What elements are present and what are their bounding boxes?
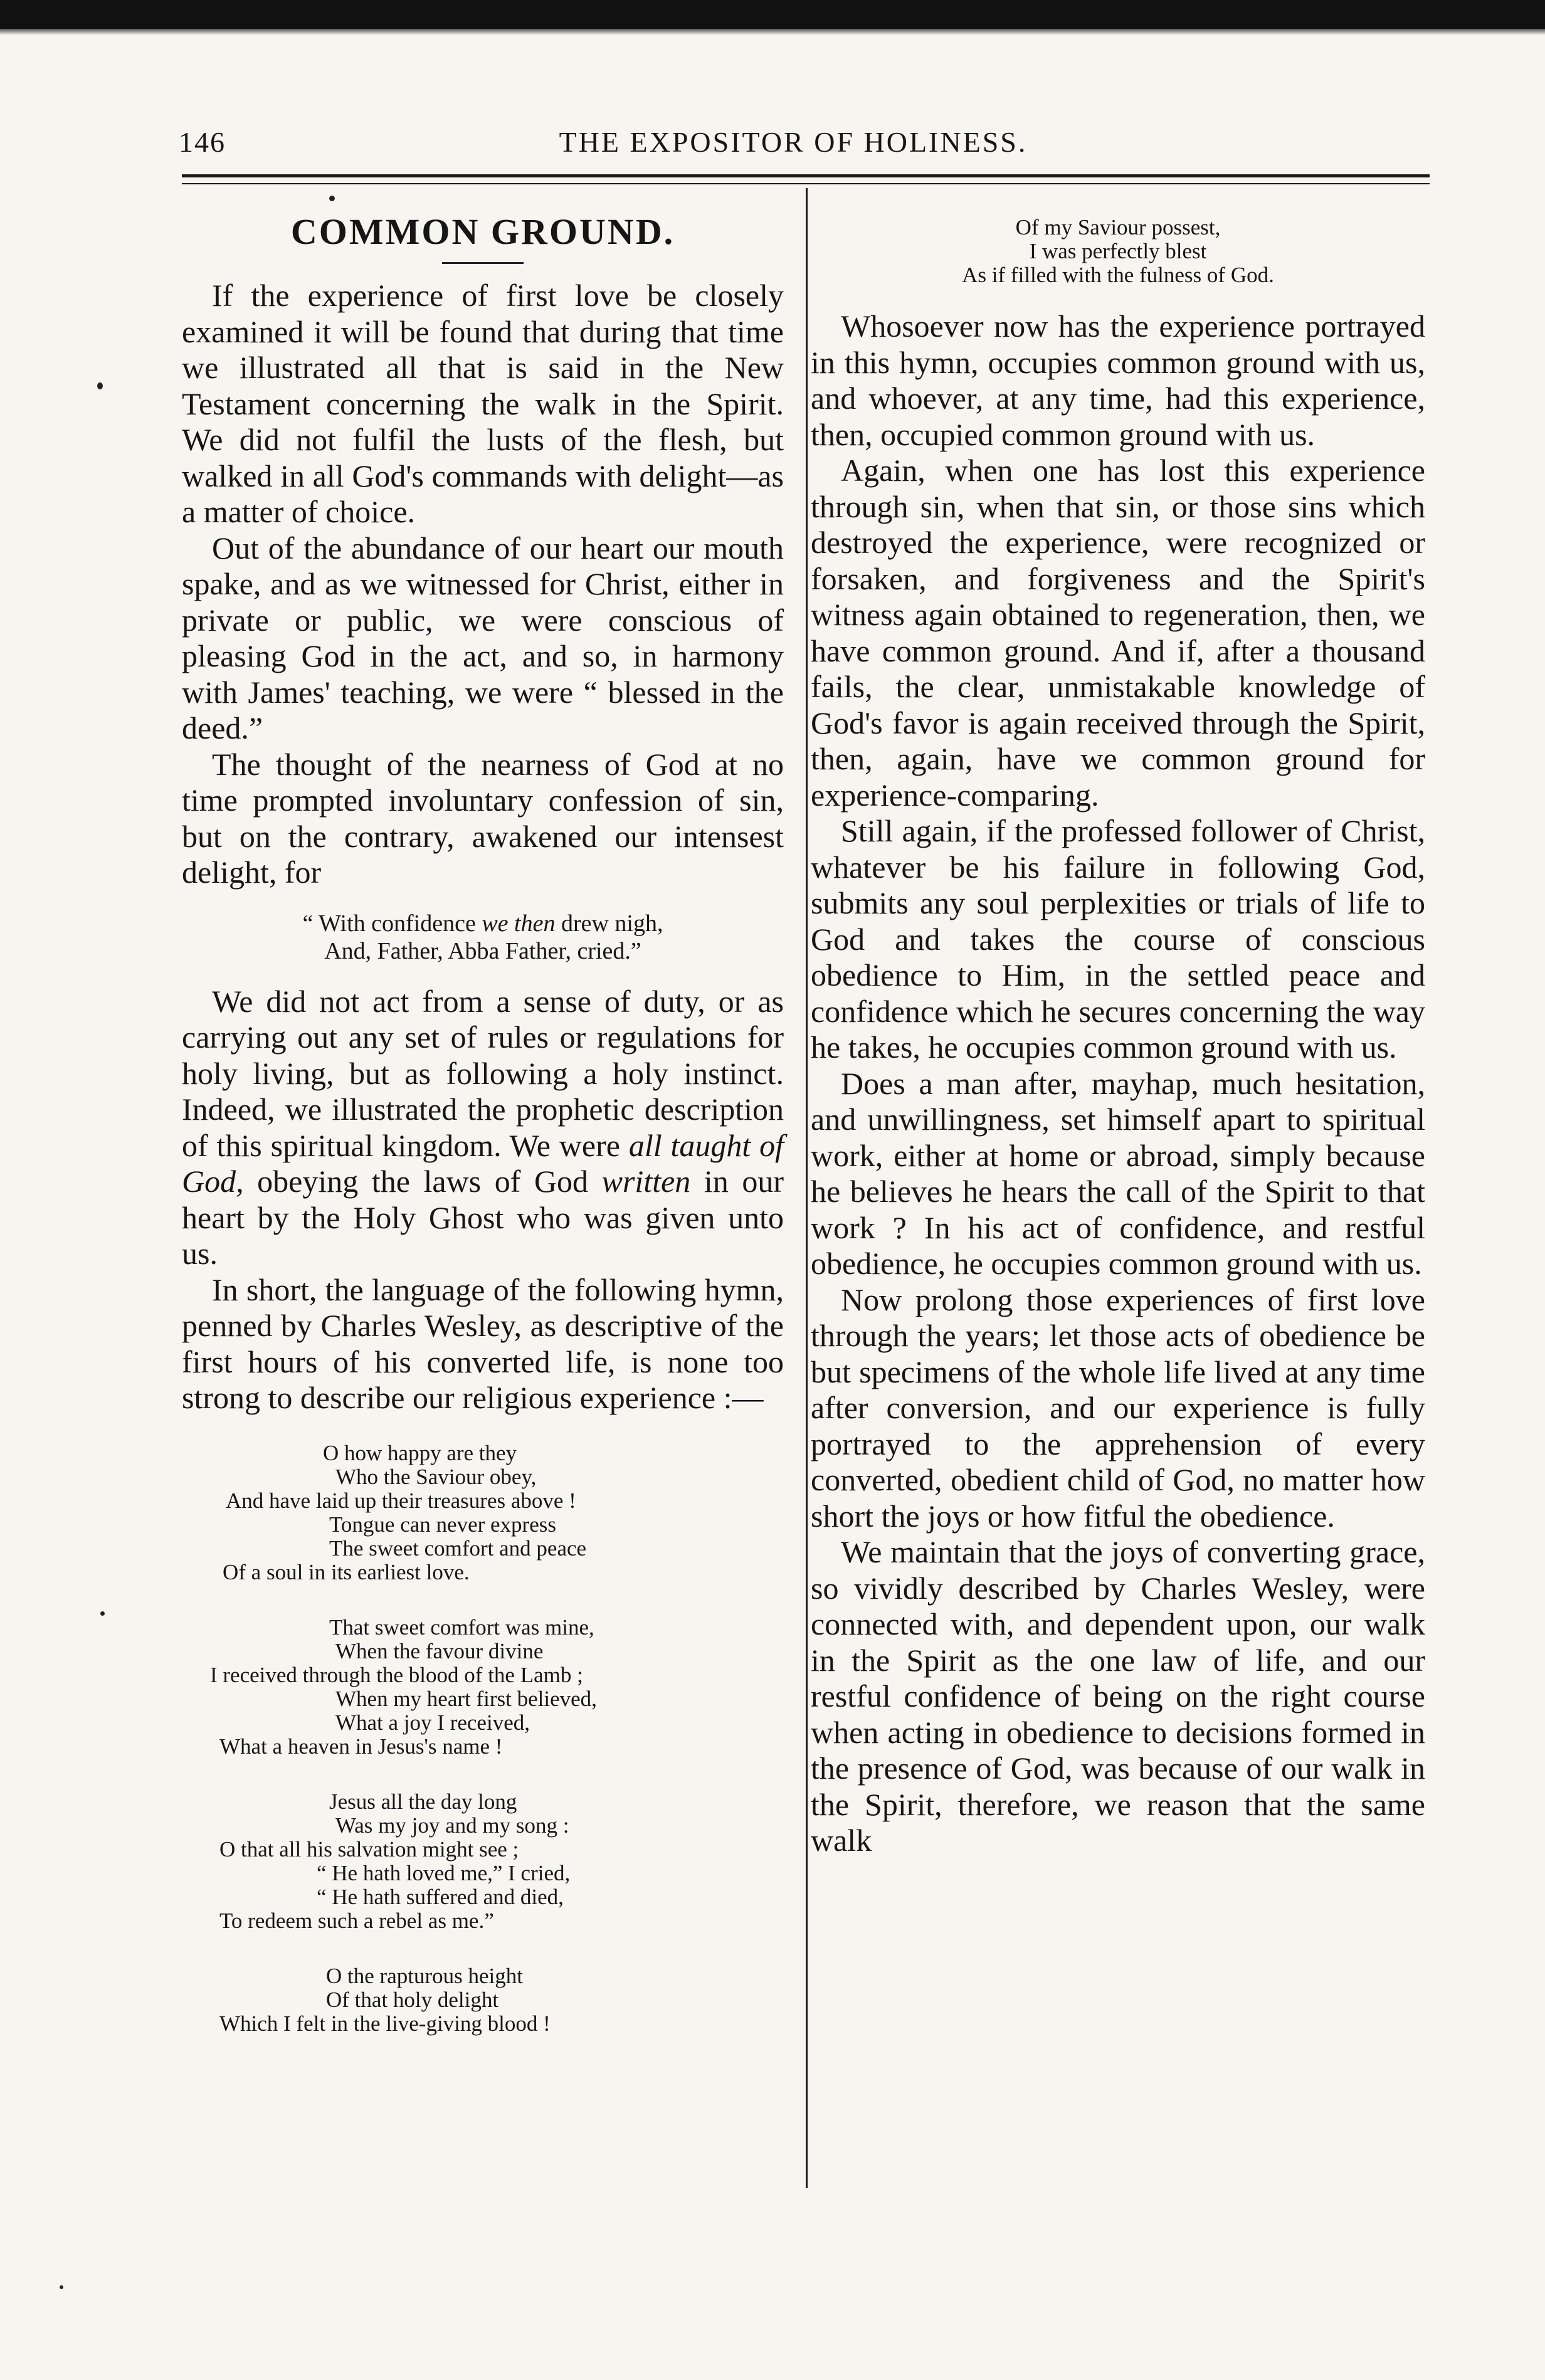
stanza-gap — [182, 1933, 784, 1964]
hymn-line: Of my Saviour possest, — [1015, 215, 1221, 240]
print-speck — [97, 382, 103, 389]
hymn-line: O that all his salvation might see ; — [219, 1836, 519, 1861]
hymn-line: “ He hath loved me,” I cried, — [317, 1860, 571, 1885]
hymn-line: Tongue can never express — [329, 1512, 556, 1537]
paragraph: If the experience of first love be closely examined it will be found that during that time we illustrated all that is said in the New Testament concerning the walk in the Spirit. We did not fulfil the lusts of the flesh, but walked in all God's commands with delight—as a matter of choice. — [182, 278, 784, 529]
paragraph: Whosoever now has the experience portrayed in this hymn, occupies common ground with us, and whoever, at any time, had this experience, then, occupied common ground with us. — [811, 308, 1425, 452]
page-header — [169, 125, 1417, 163]
hymn-line: When my heart first believed, — [335, 1686, 597, 1711]
quotation — [182, 910, 784, 965]
hymn-line: Who the Saviour obey, — [335, 1464, 537, 1489]
text-run: We did not act from a sense of duty, or as carrying out any set of rules or regulations for holy living, but as following a holy instinct. Indeed, we illustrated the prophetic description of this spiritual kingdom. We were — [182, 983, 784, 1163]
hymn-line: Of that holy delight — [326, 1987, 499, 2012]
page-number: 146 — [179, 126, 226, 158]
print-speck — [60, 2285, 63, 2289]
hymn-line: What a heaven in Jesus's name ! — [219, 1734, 503, 1759]
hymn-line: Jesus all the day long — [329, 1789, 517, 1814]
hymn-line: O how happy are they — [323, 1440, 517, 1465]
text-run: obeying the laws of God — [243, 1164, 602, 1199]
stanza-gap — [182, 1584, 784, 1616]
print-speck — [100, 1611, 105, 1616]
hymn-line: And have laid up their treasures above ! — [226, 1488, 576, 1513]
paragraph: Still again, if the professed follower of Christ, whatever be his failure in following God, submits any soul perplexities or trials of life to God and takes the course of conscious obedience to Him, in the settled peace and confidence which he secures concerning the way he takes, he occupies common ground with us. — [811, 813, 1425, 1065]
hymn-stanza — [182, 1441, 784, 2036]
hymn-stanza — [811, 216, 1425, 287]
header-rule-thick — [182, 174, 1430, 177]
quote-emphasis: we then — [482, 910, 556, 937]
scan-top-band — [0, 0, 1545, 29]
hymn-line: Was my joy and my song : — [335, 1813, 569, 1838]
hymn-line: “ He hath suffered and died, — [317, 1884, 564, 1909]
running-title: THE EXPOSITOR OF HOLINESS. — [559, 126, 1028, 158]
article-title: COMMON GROUND. — [290, 211, 675, 252]
paragraph: We maintain that the joys of converting grace, so vividly described by Charles Wesley, were connected with, and dependent upon, our walk in the Spirit as the one law of life, and our restful confidence of being on the right course when acting in obedience to decisions formed in the presence of God, was because of our walk in the Spirit, therefore, we reason that the same walk — [811, 1534, 1425, 1858]
paragraph: The thought of the nearness of God at no time prompted involuntary confession of sin, but on the contrary, awakened our intensest delight, for — [182, 746, 784, 890]
text-run: in our heart by the Holy Ghost who was given unto us. — [182, 1164, 784, 1271]
hymn-line: The sweet comfort and peace — [329, 1535, 587, 1561]
title-dash — [442, 262, 524, 264]
paragraph: Again, when one has lost this experience through sin, when that sin, or those sins which destroyed the experience, were recognized or forsaken, and forgiveness and the Spirit's witness again obtained to regeneration, then, we have common ground. And if, after a thousand fails, the clear, unmistakable knowledge of God's favor is again received through the Spirit, then, again, have we common ground for experience-comparing. — [811, 453, 1425, 813]
print-speck — [329, 196, 335, 201]
left-column — [182, 207, 784, 2036]
hymn-line: Which I felt in the live-giving blood ! — [219, 2011, 551, 2036]
paragraph: Out of the abundance of our heart our mouth spake, and as we witnessed for Christ, either in private or public, we were conscious of pleasing God in the act, and so, in harmony with James' teaching, we were “ blessed in the deed.” — [182, 530, 784, 745]
hymn-line: To redeem such a rebel as me.” — [219, 1908, 494, 1933]
hymn-line: O the rapturous height — [326, 1963, 523, 1988]
hymn-line: As if filled with the fulness of God. — [962, 263, 1274, 287]
paragraph — [182, 984, 784, 1272]
hymn-line: I received through the blood of the Lamb ; — [210, 1662, 583, 1687]
quote-text: “ With confidence — [302, 910, 482, 937]
paragraph: In short, the language of the following hymn, penned by Charles Wesley, as descriptive of the first hours of his converted life, is none too strong to describe our religious experience :— — [182, 1272, 784, 1415]
emphasis: all taught of God, — [182, 1127, 784, 1199]
quote-line: And, Father, Abba Father, cried.” — [324, 937, 641, 964]
hymn-line: When the favour divine — [335, 1638, 544, 1663]
quote-text: drew nigh, — [555, 910, 663, 937]
hymn-line: I was perfectly blest — [1029, 239, 1207, 263]
paragraph: Does a man after, mayhap, much hesitation, and unwillingness, set himself apart to spiritual work, either at home or abroad, simply because he believes he hears the call of the Spirit to that work ? In his act of confidence, and restful obedience, he occupies common ground with us. — [811, 1065, 1425, 1281]
stanza-gap — [182, 1759, 784, 1790]
header-rule-thin — [182, 183, 1430, 184]
column-divider — [806, 188, 808, 2188]
hymn-line: That sweet comfort was mine, — [329, 1614, 594, 1640]
paragraph: Now prolong those experiences of first love through the years; let those acts of obedience be but specimens of the whole life lived at any time after conversion, and our experience is fully portrayed to the apprehension of every converted, obedient child of God, no matter how short the joys or how fitful the obedience. — [811, 1282, 1425, 1534]
quote-line — [182, 910, 784, 937]
emphasis: written — [601, 1164, 691, 1199]
right-column — [811, 207, 1425, 1859]
hymn-line: Of a soul in its earliest love. — [223, 1559, 470, 1584]
hymn-line: What a joy I received, — [335, 1710, 530, 1735]
